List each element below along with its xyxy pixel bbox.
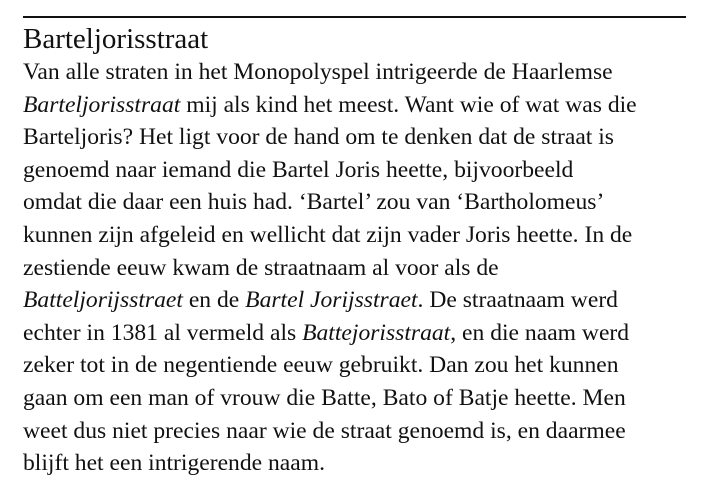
italic-street-name: Bartel Jorijsstraet: [245, 287, 418, 314]
text-line: [23, 121, 703, 154]
text-line: [23, 186, 703, 219]
text-run: gaan om een man of vrouw die Batte, Bato of Batje heette. Men: [23, 384, 626, 411]
italic-street-name: Battejorisstraat: [302, 319, 451, 346]
text-run: genoemd naar iemand die Bartel Joris heette, bijvoorbeeld: [23, 156, 574, 183]
text-line: [23, 349, 703, 382]
article-body: [23, 56, 703, 480]
text-line: [23, 56, 703, 89]
text-line: [23, 415, 703, 448]
italic-street-name: Batteljorijsstraet: [23, 287, 183, 314]
text-run: omdat die daar een huis had. ‘Bartel’ zou van ‘Bartholomeus’: [23, 189, 605, 216]
text-run: Van alle straten in het Monopolyspel intrigeerde de Haarlemse: [23, 59, 613, 85]
text-run: zestiende eeuw kwam de straatnaam al voor als de: [23, 254, 499, 281]
text-run: echter in 1381 al vermeld als: [23, 319, 303, 346]
top-rule: [23, 16, 686, 18]
text-run: kunnen zijn afgeleid en wellicht dat zijn vader Joris heette. In de: [23, 221, 633, 248]
text-line: [23, 219, 703, 252]
text-run: blijft het een intrigerende naam.: [23, 450, 326, 477]
text-line: [23, 447, 703, 480]
text-line: [23, 382, 703, 415]
text-line: [23, 154, 703, 187]
italic-street-name: Barteljorisstraat: [23, 91, 181, 118]
text-run: zeker tot in de negentiende eeuw gebruikt. Dan zou het kunnen: [23, 352, 619, 379]
text-line: [23, 317, 703, 350]
text-line: [23, 284, 703, 317]
text-run: . De straatnaam werd: [417, 287, 618, 314]
text-run: en de: [182, 287, 246, 314]
text-line: [23, 89, 703, 122]
text-line: [23, 252, 703, 285]
article-title: Barteljorisstraat: [23, 23, 209, 55]
text-run: weet dus niet precies naar wie de straat genoemd is, en daarmee: [23, 417, 626, 444]
text-run: mij als kind het meest. Want wie of wat was die: [180, 91, 637, 118]
text-run: Barteljoris? Het ligt voor de hand om te denken dat de straat is: [23, 124, 614, 151]
text-run: , en die naam werd: [450, 319, 630, 346]
